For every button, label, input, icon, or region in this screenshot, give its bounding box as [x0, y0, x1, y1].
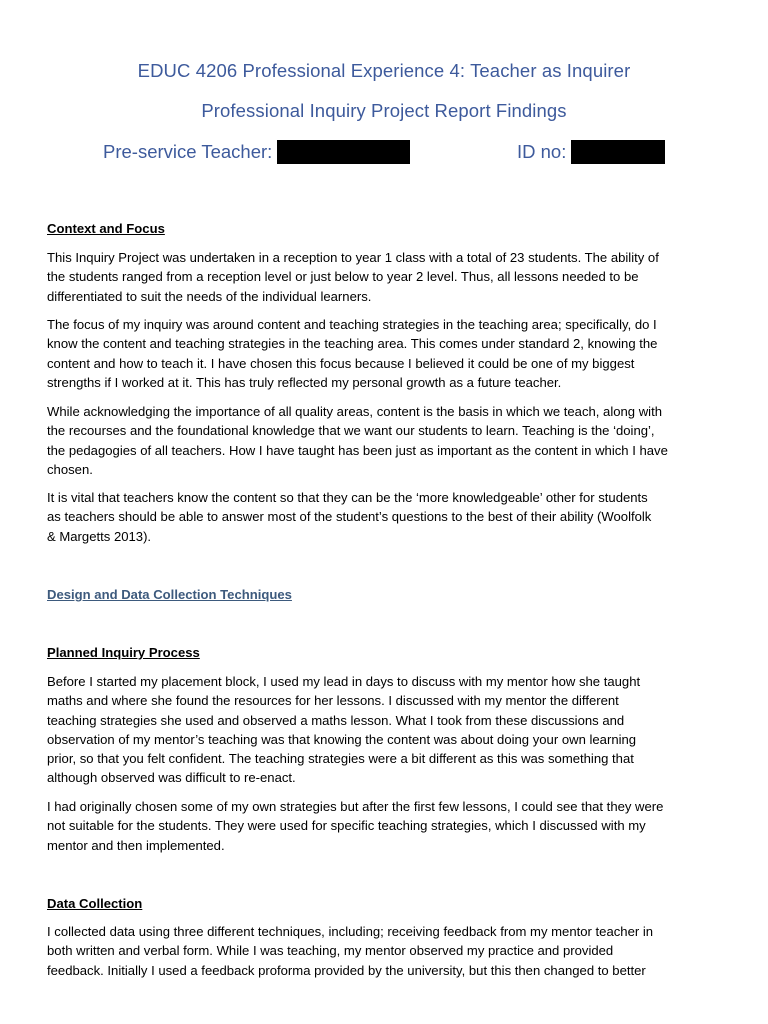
report-title: Professional Inquiry Project Report Findings [201, 100, 567, 121]
context-paragraph-3: While acknowledging the importance of all quality areas, content is the basis in which we teach, along with the recourses and the foundational knowledge that we want our students to learn. Teaching is the ‘doing’, the pedagogies of all teachers. How I have taught has been just as important as the content in which I have chosen. [47, 404, 668, 477]
context-paragraph-2: The focus of my inquiry was around content and teaching strategies in the teaching area; specifically, do I know the content and teaching strategies in the teaching area. This comes under standard 2, knowing the content and how to teach it. I have chosen this focus because I believed it could be one of my biggest strengths if I worked at it. This has truly reflected my personal growth as a future teacher. [47, 317, 658, 390]
planned-heading: Planned Inquiry Process [47, 645, 200, 660]
planned-paragraph-2: I had originally chosen some of my own strategies but after the first few lessons, I could see that they were not suitable for the students. They were used for specific teaching strategies, which I discussed with my mentor and then implemented. [47, 799, 664, 853]
identity-row [0, 140, 768, 166]
id-number-redaction [571, 140, 665, 164]
context-paragraph-4: It is vital that teachers know the content so that they can be the ‘more knowledgeable’ other for students as teachers should be able to answer most of the student’s questions to the best of their ability (Woolfolk & Margetts 2013). [47, 490, 652, 544]
teacher-name-redaction [277, 140, 410, 164]
teacher-label: Pre-service Teacher: [103, 141, 273, 162]
context-paragraph-1: This Inquiry Project was undertaken in a reception to year 1 class with a total of 23 students. The ability of the students ranged from a reception level or just below to year 2 level. Thus, all lessons needed to be differentiated to suit the needs of the individual learners. [47, 250, 659, 304]
context-heading: Context and Focus [47, 221, 165, 236]
design-heading: Design and Data Collection Techniques [47, 587, 292, 602]
planned-paragraph-1: Before I started my placement block, I used my lead in days to discuss with my mentor how she taught maths and where she found the resources for her lessons. I discussed with my mentor the different teaching strategies she used and observed a maths lesson. What I took from these discussions and observation of my mentor’s teaching was that knowing the content was about doing your own learning prior, so that you felt confident. The teaching strategies were a bit different as this was something that although observed was difficult to re-enact. [47, 674, 641, 786]
course-title: EDUC 4206 Professional Experience 4: Teacher as Inquirer [137, 60, 631, 81]
data-collection-heading: Data Collection [47, 896, 143, 911]
id-label: ID no: [517, 141, 567, 162]
data-collection-paragraph-1: I collected data using three different techniques, including; receiving feedback from my mentor teacher in both written and verbal form. While I was teaching, my mentor observed my practice and provided feedback. Initially I used a feedback proforma provided by the university, but this then changed to better [47, 924, 654, 978]
